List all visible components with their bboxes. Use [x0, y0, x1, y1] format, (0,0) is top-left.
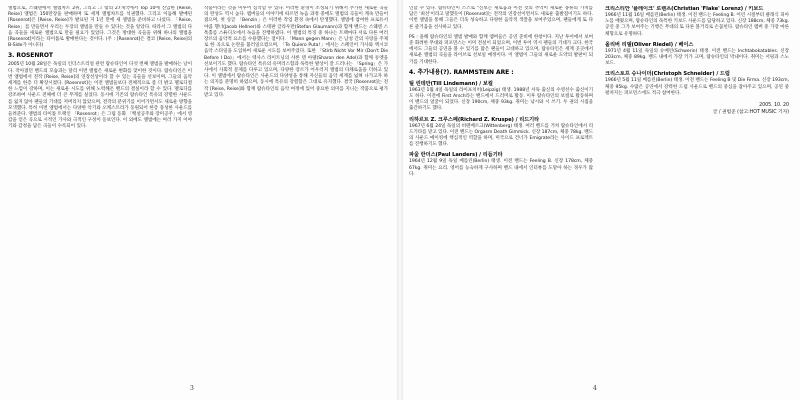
right-column-1 [409, 6, 593, 181]
right-page [403, 0, 800, 400]
left-col2-paragraph: 작품이라는 것을 미루어 짐작할 수 있다. 이러한 환경이 조성되기 위해서 추가된 새로운 곡들의 완성도 역시 높다. 멤버들의 이야기에 따르면 녹음 과정 중에도 앨범의 곡들이 계속 만들어졌으며, 첫 싱글 「Benzin」은 이러한 작업 환경 속에서 탄생했다. 앨범에 참여한 프로듀서 야콥 헬너(Jacob Hellner)와 스테판 글라우만(Stefan Glaumann)과 함께 밴드는 스웨덴 스톡홀름 스튜디오에서 녹음을 진행하였다. 이 앨범의 특징 중 하나는 트랙마다 서로 다른 여러 장르의 음악적 요소를 수용했다는 점이다. 「Mann gegen Mann」은 남성 간의 사랑을 주제로 한 곡으로 논란을 불러일으켰으며, 「Te Quiero Puta!」에서는 스페인어 가사와 멕시코 음악 스타일을 도입하여 새로운 시도를 보여주었다. 또한 「Stirb Nicht Vor Mir (Don't Die Before I Do)」에서는 텍사스 라이트닝의 샤론 덴 아델(Sharon den Adel)과 함께 듀엣을 선보이기도 했다. 람슈타인 특유의 유머러스함과 독특한 발상이 잘 드러나는 「Spring」은 가사에서 사회적 문제를 다루고 있으며, 다양한 장르가 어우러져 앨범의 다채로움을 더하고 있다. 이 앨범에서 람슈타인은 사운드의 다양성을 통해 자신들의 음악 세계를 넓혀 나가고자 하는 의지를 분명히 하였으며, 동시에 특유의 강렬함은 그대로 유지했다. 결국 [Rosenrot]는 전작 [Reise, Reise]와 함께 람슈타인의 음악 여정에 있어 중요한 의미를 지니는 작품으로 평가받고 있다. [204, 6, 388, 98]
member-bio: 1963년 1월 4일 독일의 라이프치히(Leipzig) 태생. 1988년 서독 출신의 수영선수 출신이기도 하다. 이전에 First Arsch라는 밴드에서 드러머로 활동. 이후 람슈타인의 보컬로 활동하며 이 밴드의 얼굴이 되었다. 신장 190cm, 체중 93kg. 취미는 낚시와 시 쓰기. 두 권의 시집을 출간하기도 했다. [409, 87, 593, 112]
ps-note: PS : 올해 람슈타인의 앨범 발매와 함께 멤버들은 공연 준비에 한창이다. 지난 투어에서 보여준 화려한 무대와 퍼포먼스는 이미 전설이 되었으며, 이번 투어 역시 팬들의 기대가 크다. 한국에서도 그들의 공연을 볼 수 있기를 많은 팬들이 고대하고 있으며, 람슈타인은 세계 곳곳에서 새로운 앨범의 곡들을 라이브로 선보일 예정이다. 이 앨범이 그들의 새로운 도약의 발판이 되기를 기대한다. [409, 34, 593, 65]
member-entry [605, 6, 789, 38]
member-bio: 1966년 5월 11일 베를린(Berlin) 태생. 이전 밴드는 Feeling B 및 Die Firma. 신장 193cm, 체중 95kg. 수많은 공연에서 강력한 드럼 사운드로 밴드의 중심을 잡아주고 있으며, 공연 중 펼쳐지는 퍼포먼스에도 적극 참여한다. [605, 78, 789, 96]
member-bio: 1967년 6월 24일 독일의 비텐베르크(Wittenberg) 태생. 여러 밴드를 거쳐 람슈타인에서 리드기타를 맡고 있다. 이전 밴드는 Orgasm Death Gimmick. 신장 187cm, 체중 78kg. 밴드의 사운드 메이킹에 핵심적인 역할을 하며, 미국으로 건너가 Emigrate라는 사이드 프로젝트를 진행하기도 했다. [409, 123, 593, 148]
credit-date: 2005. 10. 20 [759, 103, 789, 109]
member-bio: 1971년 4월 11일 독일의 슈베린(Schwerin) 태생. 이전 밴드는 Inchtabokatables. 신장 203cm, 체중 89kg. 밴드 내에서 가장 키가 크며, 람슈타인의 막내이다. 취미는 서핑과 스노보드. [605, 48, 789, 67]
section-title-rosenrot: 3. ROSENROT [8, 52, 53, 60]
member-entry [605, 71, 789, 97]
credit-writer: 글 / 권범준 (참고:HOT MUSIC 기자) [712, 110, 789, 116]
left-page [0, 0, 397, 400]
member-name: 크리스티안 '플레이크' 로렌츠(Christian 'Flake' Lorenz) / 키보드 [605, 6, 764, 12]
member-entry [409, 152, 593, 178]
member-name: 파울 란더스(Paul Landers) / 리듬기타 [409, 152, 503, 159]
member-entry [409, 117, 593, 149]
member-name: 올리버 리델(Oliver Riedel) / 베이스 [605, 41, 694, 48]
page-number-left: 3 [190, 385, 194, 392]
member-entry [409, 81, 593, 113]
left-column-2 [204, 6, 388, 102]
member-bio: 1964년 12월 9일 독일 베를린(Berlin) 태생. 이전 밴드는 Feeling B. 신장 178cm, 체중 67kg. 취미는 요리. 영어를 능숙하게 구사하며 밴드 내에서 인터뷰를 도맡아 하는 경우가 많다. [409, 159, 593, 177]
intro-paragraph: 앨범으로, 스웨덴에서 앨범차트 2위, 그리고 그 밖의 27개국에서 Top 10에 진입한 [Reise, Reise] 앨범은 150만장을 판매하며 또 세계 앨범차트를 석권했다. 그리고 이듬해 발매된 [Rosenrot]은 [Reise, Reise]가 발표된 지 1년 만에 새 앨범을 준비하고 나섰다. 「Reise, Reise」를 만들면서 우리는 두장의 앨범을 만들 수 있다는 것을 알았다. 따라서 그 앨범의 다음 곡들을 새로운 앨범으로 만들 필요가 있었다. 그것은 방대한 곡들을 위해 하나의 앨범을 [Rosenrot]이라는 타이틀로 발매한다는 것이다. (주 : [Rosenrot]은 결코 [Reise, Reise]의 B-Side가 아니다) [8, 6, 192, 49]
rosenrot-paragraph: 2005년 10월 28일은 독일의 인더스트리얼 관련 람슈타인이 다섯 번째 앨범을 발매하는 날이다. 작아졌던 밴드의 모습과는 달리 이번 앨범은 새로운 변화를 맞이한 것이다. 람슈타인은 이번 앨범에서 전작 [Reise, Reise]의 연장선상이라 할 수 있는 곡들을 선보이며, 그들의 음악 세계를 한층 더 확장시켰다. [Rosenrot]는 이전 앨범들보다 전체적으로 좀 더 밝고 멜로디컬한 느낌이 강하며, 이는 새로운 시도를 위해 노력해온 밴드의 결실이라 할 수 있다. 멜로디를 강조하여 사운드 전체에 더 큰 무게를 실었다. 동시에 기존의 람슈타인 특유의 강렬한 사운드를 잃지 않아 팬들의 기대를 저버리지 않았으며, 전작의 분위기를 이어가면서도 새로운 방향을 모색했다. 특히 이번 앨범에서는 다양한 악기와 오케스트라가 동원되어 한층 풍성한 사운드를 들려준다. 앨범의 타이틀 트랙인 「Rosenrot」은 그림 동화 「백설공주와 장미공주」에서 영감을 얻은 곡으로 시적인 가사와 극적인 구성이 돋보인다. 이 외에도 앨범에는 여러 가지 이야기와 감정을 담은 곡들이 수록되어 있다. [8, 62, 192, 130]
section-title-members: 4. 추가내용(?). RAMMSTEIN ARE : [409, 68, 514, 76]
left-column-1 [8, 6, 192, 133]
member-name: 리하르트 Z. 크루스페(Richard Z. Kruspe) / 리드기타 [409, 116, 540, 123]
page-number-right: 4 [593, 385, 597, 392]
right-column-2 [605, 6, 789, 116]
right-col1-paragraph: 인할 수 있다. 람슈타인이 스스로 "신보는 새로움과 이전 것의 추억이 새로운 종류의 가치를 담은 '최선'이라고 말했듯이 [Rosenrot]는 전작의 연장선이면서도 새로운 출발점이기도 하다. 이번 앨범을 통해 그들은 더욱 성숙하고 다양한 음악적 색깔을 보여주었으며, 팬들에게 또 다른 즐거움을 선사하고 있다. [409, 6, 593, 30]
member-name: 크리스토프 슈나이더(Christoph Schneider) / 드럼 [605, 71, 730, 78]
member-name: 틸 린데만(Till Lindemann) / 보컬 [409, 80, 493, 87]
member-entry [605, 42, 789, 68]
member-bio: 1966년 11월 16일 베를린(Berlin) 태생. 이전 밴드는 Feeling B. 어린 시절부터 클래식 피아노를 배웠으며, 람슈타인의 독특한 키보드 사운드를 담당하고 있다. 신장 188cm, 체중 73kg. 공연 중 그가 보여주는 기행은 무대의 또 다른 볼거리로 손꼽힌다. 람슈타인 멤버 중 가장 마른 체형으로 유명하다. [605, 13, 789, 37]
